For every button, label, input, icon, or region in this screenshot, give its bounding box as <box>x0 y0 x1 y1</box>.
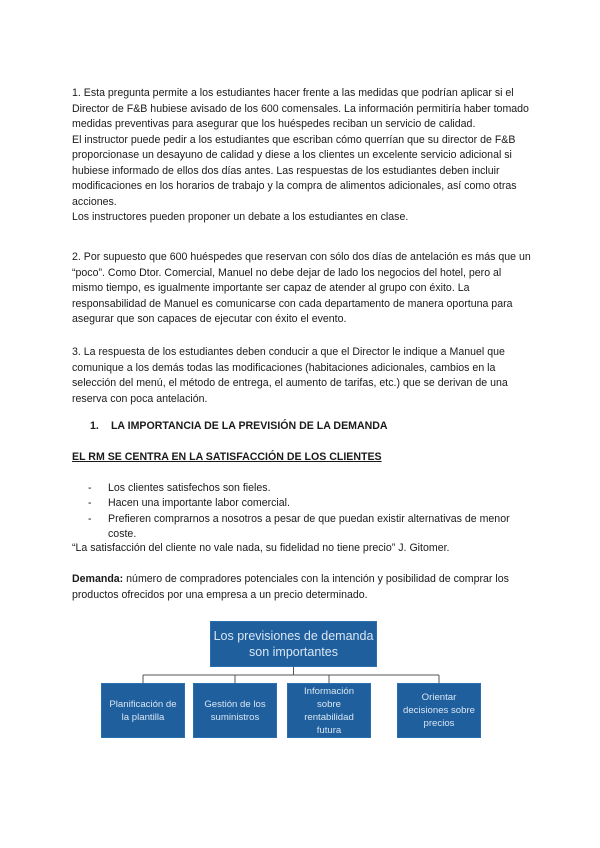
section-heading <box>90 420 388 432</box>
paragraph-3: 3. La respuesta de los estudiantes deben conducir a que el Director le indique a Manuel que comunique a los demás todas las modificaciones (habitaciones adicionales, cambios en la selección del menú, el método de entrega, el aumento de tarifas, etc.) que se derivan de una reserva con poca antelación. <box>72 346 508 405</box>
paragraph-1-debate: Los instructores pueden proponer un debate a los estudiantes en clase. <box>72 211 409 223</box>
list-item: - Prefieren comprarnos a nosotros a pesar de que puedan existir alternativas de menor coste. <box>72 512 534 543</box>
demand-term: Demanda: <box>72 573 124 585</box>
paragraph-1-instructor: El instructor puede pedir a los estudiantes que escriban cómo querrían que su director de F&B proporcionase un desayuno de calidad y diese a los clientes un excelente servicio adicional si hubiese informado de ellos dos días antes. Las respuestas de los estudiantes deben incluir modificaciones en los horarios de trabajo y la compra de alimentos adicionales, así como otras acciones. <box>72 133 517 208</box>
paragraph-2: 2. Por supuesto que 600 huéspedes que reservan con sólo dos días de antelación es más que un “poco”. Como Dtor. Comercial, Manuel no debe dejar de lado los negocios del hotel, pero al mismo tiempo, es igualmente importante ser capaz de atender al grupo con éxito. La responsabilidad de Manuel es comunicarse con cada departamento de manera oportuna para asegurar que son capaces de ejecutar con éxito el evento. <box>72 251 531 325</box>
diagram-child-label: Información sobre rentabilidad futura <box>303 685 355 736</box>
bullet-list <box>72 481 534 542</box>
sub-heading: EL RM SE CENTRA EN LA SATISFACCIÓN DE LOS CLIENTES <box>72 451 382 463</box>
quote: “La satisfacción del cliente no vale nada, su fidelidad no tiene precio” J. Gitomer. <box>72 542 450 554</box>
diagram-child-label: Orientar decisiones sobre precios <box>403 692 475 729</box>
list-item: - Los clientes satisfechos son fieles. <box>72 481 534 496</box>
paragraph-1 <box>72 86 534 226</box>
paragraph-1-intro: 1. Esta pregunta permite a los estudiantes hacer frente a las medidas que podrían aplicar si el Director de F&B hubiese avisado de los 600 comensales. La información permitiría haber tomado medidas preventivas para asegurar que los huéspedes reciban un servicio de calidad. <box>72 87 529 130</box>
demand-definition <box>72 572 534 603</box>
diagram-child-label: Planificación de la plantilla <box>109 698 177 723</box>
diagram-child-box <box>397 683 481 738</box>
diagram-child-label: Gestión de los suministros <box>204 698 266 723</box>
list-item: - Hacen una importante labor comercial. <box>72 496 534 511</box>
diagram-child-box <box>193 683 277 738</box>
demand-definition-text: número de compradores potenciales con la intención y posibilidad de comprar los productos ofrecidos por una empresa a un precio determinado. <box>72 573 509 601</box>
section-heading-text: LA IMPORTANCIA DE LA PREVISIÓN DE LA DEMANDA <box>110 420 388 432</box>
diagram-root-label: Los previsiones de demanda son importantes <box>213 629 374 659</box>
diagram-child-box <box>101 683 185 738</box>
diagram-child-box <box>287 683 371 738</box>
diagram-root-box <box>210 621 377 667</box>
section-heading-number: 1. <box>90 420 99 432</box>
